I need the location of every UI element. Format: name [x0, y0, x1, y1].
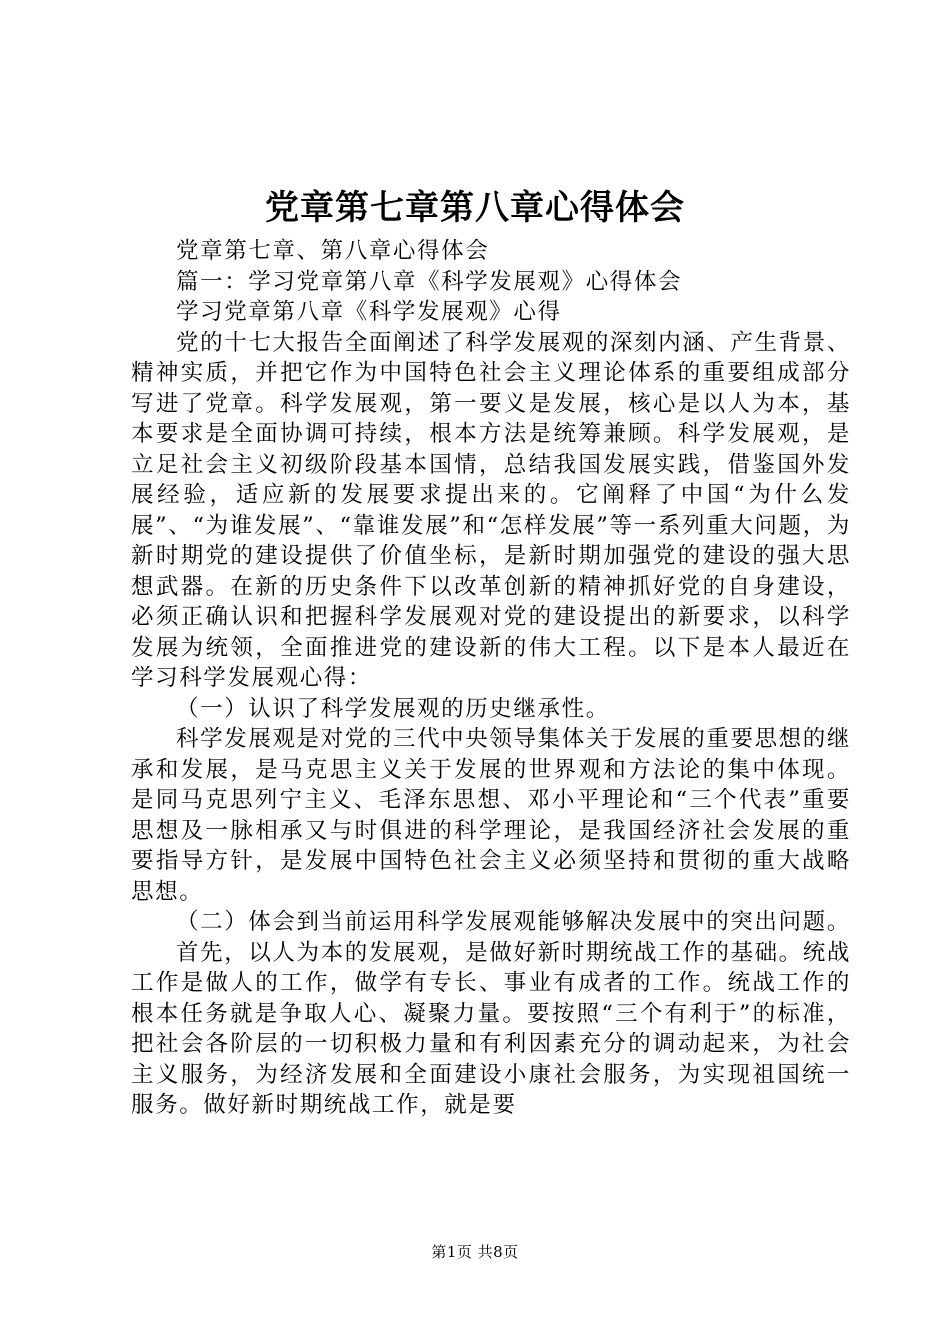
- paragraph-intro: 党的十七大报告全面阐述了科学发展观的深刻内涵、产生背景、精神实质，并把它作为中国特色社会主义理论体系的重要组成部分写进了党章。科学发展观，第一要义是发展，核心是以人为本，基本要求是全面协调可持续，根本方法是统筹兼顾。科学发展观，是立足社会主义初级阶段基本国情，总结我国发展实践，借鉴国外发展经验，适应新的发展要求提出来的。它阐释了中国“为什么发展”、“为谁发展”、“靠谁发展”和“怎样发展”等一系列重大问题，为新时期党的建设提供了价值坐标，是新时期加强党的建设的强大思想武器。在新的历史条件下以改革创新的精神抓好党的自身建设，必须正确认识和把握科学发展观对党的建设提出的新要求，以科学发展为统领，全面推进党的建设新的伟大工程。以下是本人最近在学习科学发展观心得：: [131, 329, 851, 691]
- paragraph-subtitle: 党章第七章、第八章心得体会: [176, 238, 490, 264]
- paragraph-section-one-heading: （一）认识了科学发展观的历史继承性。: [176, 695, 610, 722]
- paragraph-part-one-heading: 篇一：学习党章第八章《科学发展观》心得体会: [176, 268, 683, 295]
- paragraph-section-one-body: 科学发展观是对党的三代中央领导集体关于发展的重要思想的继承和发展，是马克思主义关于发展的世界观和方法论的集中体现。是同马克思列宁主义、毛泽东思想、邓小平理论和“三个代表”重要思想及一脉相承又与时俱进的科学理论，是我国经济社会发展的重要指导方针，是发展中国特色社会主义必须坚持和贯彻的重大战略思想。: [131, 726, 851, 905]
- document-title: 党章第七章第八章心得体会: [265, 188, 685, 228]
- paragraph-section-two-body: 首先，以人为本的发展观，是做好新时期统战工作的基础。统战工作是做人的工作，做学有专长、事业有成者的工作。统战工作的根本任务就是争取人心、凝聚力量。要按照“三个有利于”的标准，把社会各阶层的一切积极力量和有利因素充分的调动起来，为社会主义服务，为经济发展和全面建设小康社会服务，为实现祖国统一服务。做好新时期统战工作，就是要: [131, 939, 851, 1118]
- paragraph-essay-heading: 学习党章第八章《科学发展观》心得: [176, 299, 562, 325]
- page-footer: 第1页 共8页: [431, 1243, 519, 1261]
- document-body: [131, 236, 851, 1121]
- paragraph-section-two-heading: （二）体会到当前运用科学发展观能够解决发展中的突出问题。: [176, 909, 851, 935]
